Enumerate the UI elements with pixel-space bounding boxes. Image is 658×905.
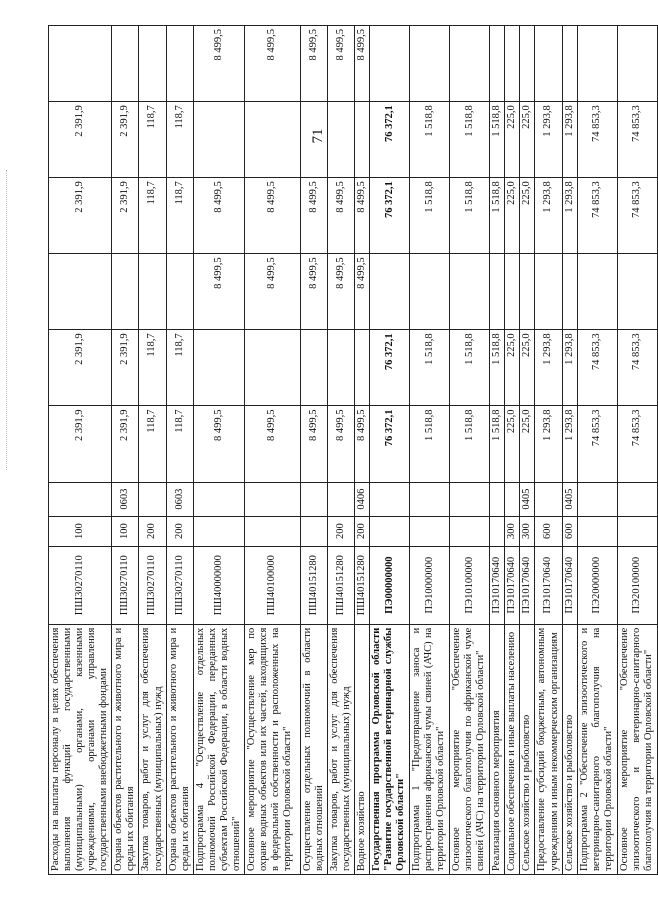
- row-value: 1 518,8: [450, 330, 490, 406]
- row-vr: 100: [49, 516, 112, 546]
- row-value: [450, 26, 490, 102]
- page-number: 71: [310, 128, 326, 144]
- row-value: [520, 254, 535, 330]
- row-value: 74 853,3: [577, 178, 617, 254]
- row-value: 8 499,5: [300, 406, 327, 482]
- row-vr: 300: [520, 516, 535, 546]
- row-value: 8 499,5: [355, 406, 370, 482]
- row-name: Основное мероприятие "Обеспечение эпизоотического и ветеринарно-санитарного благополучия на территории Орловской области": [617, 624, 657, 874]
- row-value: [139, 254, 166, 330]
- row-section: [410, 482, 450, 516]
- row-value: 2 391,9: [49, 178, 112, 254]
- row-value: 1 518,8: [450, 102, 490, 178]
- row-name: Водное хозяйство: [355, 624, 370, 874]
- row-vr: [244, 516, 300, 546]
- row-value: 74 853,3: [617, 102, 657, 178]
- row-name: Сельское хозяйство и рыболовство: [562, 624, 577, 874]
- table-row: [139, 26, 166, 875]
- row-section: 0406: [355, 482, 370, 516]
- row-vr: 300: [505, 516, 520, 546]
- budget-table-rotated: [48, 25, 654, 875]
- row-value: [410, 26, 450, 102]
- row-value: 118,7: [139, 102, 166, 178]
- table-row: [562, 26, 577, 875]
- row-value: 2 391,9: [49, 102, 112, 178]
- row-value: [370, 26, 410, 102]
- row-name: Подпрограмма 4 "Осуществление отдельных полномочий Российской Федерации, переданных субъектам Российской Федерации, в области водных отношений": [193, 624, 244, 874]
- table-row: [112, 26, 139, 875]
- row-value: 1 518,8: [410, 406, 450, 482]
- row-name: Охрана объектов растительного и животного мира и среды их обитания: [112, 624, 139, 874]
- row-code: ПШ30270110: [112, 546, 139, 624]
- row-section: [535, 482, 562, 516]
- row-value: [535, 26, 562, 102]
- row-section: 0405: [562, 482, 577, 516]
- table-row: [490, 26, 505, 875]
- row-value: 1 293,8: [562, 406, 577, 482]
- row-name: Государственная программа Орловской области "Развитие государственной ветеринарной службы Орловской области": [370, 624, 410, 874]
- row-section: [328, 482, 355, 516]
- table-row: [505, 26, 520, 875]
- row-value: 118,7: [166, 102, 193, 178]
- row-value: 8 499,5: [328, 254, 355, 330]
- row-value: [139, 26, 166, 102]
- row-vr: 600: [562, 516, 577, 546]
- row-value: 118,7: [139, 330, 166, 406]
- row-value: [490, 26, 505, 102]
- row-section: [300, 482, 327, 516]
- row-value: [112, 254, 139, 330]
- row-code: ПШ30270110: [139, 546, 166, 624]
- row-name: Охрана объектов растительного и животного мира и среды их обитания: [166, 624, 193, 874]
- row-section: 0603: [112, 482, 139, 516]
- row-vr: [410, 516, 450, 546]
- row-code: ПШ30270110: [49, 546, 112, 624]
- row-value: 1 518,8: [450, 406, 490, 482]
- table-row: [355, 26, 370, 875]
- row-value: 1 293,8: [535, 406, 562, 482]
- row-value: 8 499,5: [244, 406, 300, 482]
- row-value: 76 372,1: [370, 406, 410, 482]
- row-value: [535, 254, 562, 330]
- row-value: 1 293,8: [562, 102, 577, 178]
- row-vr: [300, 516, 327, 546]
- row-name: Закупка товаров, работ и услуг для обеспечения государственных (муниципальных) нужд: [139, 624, 166, 874]
- scan-edge-mark: [6, 170, 8, 470]
- row-value: 76 372,1: [370, 178, 410, 254]
- row-value: 118,7: [166, 406, 193, 482]
- table-row: [193, 26, 244, 875]
- row-value: [505, 254, 520, 330]
- row-section: [617, 482, 657, 516]
- row-vr: [577, 516, 617, 546]
- row-value: 1 518,8: [450, 178, 490, 254]
- row-name: Подпрограмма 1 "Предотвращение заноса и распространения африканской чумы свиней (АЧС) на территории Орловской области": [410, 624, 450, 874]
- row-value: 8 499,5: [300, 178, 327, 254]
- row-value: 225,0: [520, 178, 535, 254]
- row-value: 225,0: [505, 330, 520, 406]
- row-value: [617, 254, 657, 330]
- row-value: [328, 330, 355, 406]
- row-code: ПЭ10170640: [505, 546, 520, 624]
- row-value: 8 499,5: [244, 254, 300, 330]
- row-code: ПЭ20100000: [617, 546, 657, 624]
- row-value: [193, 330, 244, 406]
- row-value: [505, 26, 520, 102]
- row-value: 8 499,5: [300, 254, 327, 330]
- row-code: ПЭ20000000: [577, 546, 617, 624]
- row-value: 225,0: [520, 330, 535, 406]
- row-value: [49, 254, 112, 330]
- row-value: 118,7: [166, 178, 193, 254]
- row-value: 1 518,8: [410, 178, 450, 254]
- row-value: 2 391,9: [49, 330, 112, 406]
- row-code: ПЭ10170640: [562, 546, 577, 624]
- row-value: 118,7: [139, 178, 166, 254]
- row-code: ПШ40151280: [328, 546, 355, 624]
- row-value: 1 293,8: [535, 330, 562, 406]
- row-vr: 600: [535, 516, 562, 546]
- row-section: [49, 482, 112, 516]
- row-value: 2 391,9: [112, 330, 139, 406]
- table-row: [166, 26, 193, 875]
- row-value: 1 293,8: [562, 330, 577, 406]
- row-value: 74 853,3: [577, 102, 617, 178]
- row-value: 8 499,5: [355, 254, 370, 330]
- row-value: 1 518,8: [490, 406, 505, 482]
- table-row: [49, 26, 112, 875]
- row-value: 74 853,3: [617, 330, 657, 406]
- row-value: [244, 330, 300, 406]
- row-value: 2 391,9: [112, 102, 139, 178]
- row-code: ПЭ10000000: [410, 546, 450, 624]
- row-name: Социальное обеспечение и иные выплаты населению: [505, 624, 520, 874]
- row-value: 8 499,5: [244, 26, 300, 102]
- row-value: [166, 26, 193, 102]
- row-value: [193, 102, 244, 178]
- row-code: ПШ30270110: [166, 546, 193, 624]
- row-value: 8 499,5: [193, 254, 244, 330]
- row-code: ПЭ10170640: [490, 546, 505, 624]
- row-value: [562, 254, 577, 330]
- row-value: 1 518,8: [490, 330, 505, 406]
- row-section: [370, 482, 410, 516]
- row-value: 8 499,5: [193, 178, 244, 254]
- row-value: [49, 26, 112, 102]
- row-value: 8 499,5: [355, 178, 370, 254]
- table-row: [535, 26, 562, 875]
- table-row: [370, 26, 410, 875]
- row-code: ПШ40100000: [244, 546, 300, 624]
- row-section: [244, 482, 300, 516]
- row-value: 118,7: [139, 406, 166, 482]
- row-code: ПШ40151280: [355, 546, 370, 624]
- row-value: 1 518,8: [490, 102, 505, 178]
- row-vr: 200: [328, 516, 355, 546]
- row-value: [166, 254, 193, 330]
- row-code: ПЭ10170640: [535, 546, 562, 624]
- row-value: [300, 330, 327, 406]
- row-value: [562, 26, 577, 102]
- row-value: 225,0: [505, 406, 520, 482]
- row-value: 2 391,9: [112, 178, 139, 254]
- row-code: ПЭ00000000: [370, 546, 410, 624]
- row-value: [355, 102, 370, 178]
- row-section: 0603: [166, 482, 193, 516]
- row-value: 8 499,5: [328, 178, 355, 254]
- table-row: [300, 26, 327, 875]
- row-value: 1 518,8: [410, 102, 450, 178]
- row-vr: 200: [166, 516, 193, 546]
- row-value: 76 372,1: [370, 102, 410, 178]
- table-row: [617, 26, 657, 875]
- row-value: [450, 254, 490, 330]
- row-value: [328, 102, 355, 178]
- row-value: 8 499,5: [328, 406, 355, 482]
- row-value: 225,0: [505, 178, 520, 254]
- row-vr: [193, 516, 244, 546]
- row-value: 74 853,3: [617, 178, 657, 254]
- row-vr: 200: [355, 516, 370, 546]
- row-value: 76 372,1: [370, 330, 410, 406]
- row-name: Сельское хозяйство и рыболовство: [520, 624, 535, 874]
- row-value: 74 853,3: [577, 330, 617, 406]
- row-name: Основное мероприятие "Обеспечение эпизоотического благополучия по африканской чуме свиней (АЧС) на территории Орловской области": [450, 624, 490, 874]
- row-value: 2 391,9: [112, 406, 139, 482]
- row-vr: [370, 516, 410, 546]
- row-name: Основное мероприятие "Осуществление мер по охране водных объектов или их частей, находящихся в федеральной собственности и расположенных на территории Орловской области": [244, 624, 300, 874]
- row-value: [355, 330, 370, 406]
- row-code: ПЭ10100000: [450, 546, 490, 624]
- row-vr: [617, 516, 657, 546]
- row-value: [577, 254, 617, 330]
- row-code: ПЭ10170640: [520, 546, 535, 624]
- row-name: Предоставление субсидий бюджетным, автономным учреждениям и иным некоммерческим организациям: [535, 624, 562, 874]
- table-row: [410, 26, 450, 875]
- row-value: 74 853,3: [617, 406, 657, 482]
- row-value: [617, 26, 657, 102]
- row-vr: 100: [112, 516, 139, 546]
- row-name: Реализация основного мероприятия: [490, 624, 505, 874]
- row-value: 74 853,3: [577, 406, 617, 482]
- row-value: [244, 102, 300, 178]
- row-value: 225,0: [505, 102, 520, 178]
- row-name: Расходы на выплаты персоналу в целях обеспечения выполнения функций государственными (муниципальными) органами, казенными учреждениями, органами управления государственными внебюджетными фондами: [49, 624, 112, 874]
- row-name: Подпрограмма 2 "Обеспечение эпизоотического и ветеринарно-санитарного благополучия на территории Орловской области": [577, 624, 617, 874]
- row-value: 1 518,8: [490, 178, 505, 254]
- row-section: [505, 482, 520, 516]
- row-section: [490, 482, 505, 516]
- row-value: [410, 254, 450, 330]
- row-value: [490, 254, 505, 330]
- row-value: [370, 254, 410, 330]
- row-section: [450, 482, 490, 516]
- row-value: 8 499,5: [355, 26, 370, 102]
- row-value: 8 499,5: [328, 26, 355, 102]
- row-value: 2 391,9: [49, 406, 112, 482]
- row-value: 8 499,5: [244, 178, 300, 254]
- row-name: Осуществление отдельных полномочий в области водных отношений: [300, 624, 327, 874]
- row-value: [577, 26, 617, 102]
- row-code: ПШ40151280: [300, 546, 327, 624]
- row-section: [139, 482, 166, 516]
- row-section: [193, 482, 244, 516]
- row-value: 8 499,5: [193, 26, 244, 102]
- table-row: [450, 26, 490, 875]
- row-value: 225,0: [520, 406, 535, 482]
- table-row: [577, 26, 617, 875]
- row-value: [300, 102, 327, 178]
- row-value: 225,0: [520, 102, 535, 178]
- row-value: 1 293,8: [562, 178, 577, 254]
- row-value: 8 499,5: [193, 406, 244, 482]
- row-section: 0405: [520, 482, 535, 516]
- budget-table: [48, 25, 658, 875]
- row-value: 118,7: [166, 330, 193, 406]
- table-row: [244, 26, 300, 875]
- row-value: 1 293,8: [535, 102, 562, 178]
- table-row: [520, 26, 535, 875]
- row-vr: [490, 516, 505, 546]
- row-vr: [450, 516, 490, 546]
- row-section: [577, 482, 617, 516]
- row-value: 8 499,5: [300, 26, 327, 102]
- row-name: Закупка товаров, работ и услуг для обеспечения государственных (муниципальных) нужд: [328, 624, 355, 874]
- row-vr: 200: [139, 516, 166, 546]
- table-row: [328, 26, 355, 875]
- row-value: 1 518,8: [410, 330, 450, 406]
- row-value: [112, 26, 139, 102]
- row-value: 1 293,8: [535, 178, 562, 254]
- row-value: [520, 26, 535, 102]
- row-code: ПШ40000000: [193, 546, 244, 624]
